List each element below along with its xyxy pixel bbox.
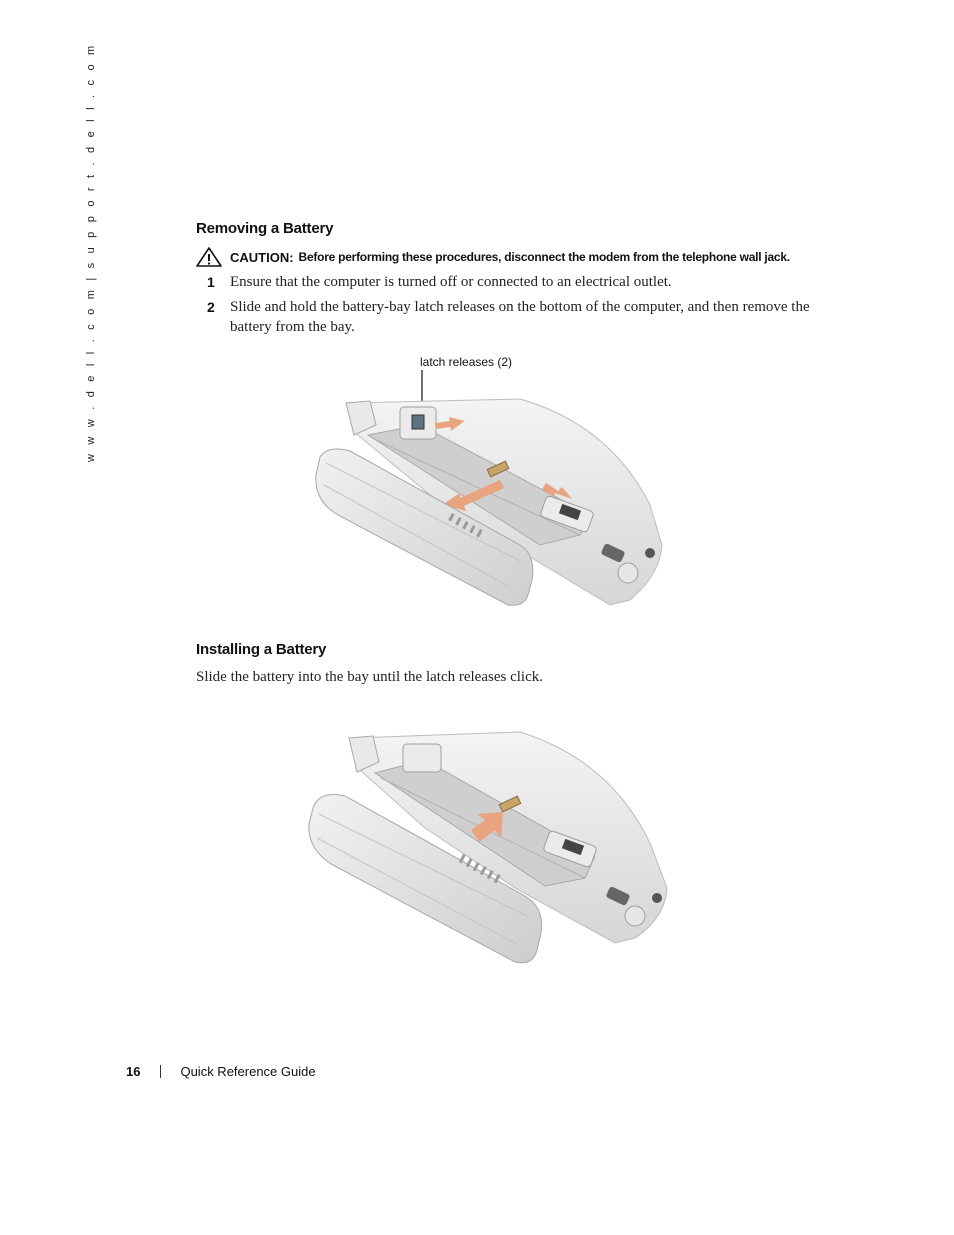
- battery-removal-illustration: [310, 395, 690, 610]
- caution-text: Before performing these procedures, disconnect the modem from the telephone wall jack.: [298, 250, 790, 264]
- footer-title: Quick Reference Guide: [180, 1063, 316, 1079]
- battery-installation-illustration: [305, 728, 690, 973]
- installing-battery-heading: Installing a Battery: [196, 641, 327, 658]
- figure-callout-label: latch releases (2): [420, 355, 513, 369]
- side-url: w w w . d e l l . c o m | s u p p o r t . d e l l . c o m: [85, 42, 97, 462]
- step-number: 1: [207, 274, 215, 290]
- caution-triangle-icon: [196, 247, 222, 267]
- caution-notice: [196, 247, 790, 267]
- installing-battery-text: Slide the battery into the bay until the latch releases click.: [196, 669, 543, 685]
- caution-label: CAUTION:: [230, 249, 294, 265]
- page-footer: [126, 1062, 316, 1080]
- page-number: 16: [126, 1063, 141, 1079]
- step-number: 2: [207, 299, 215, 315]
- step-2: [196, 297, 826, 337]
- step-1: [196, 272, 826, 292]
- footer-divider: [160, 1065, 161, 1078]
- step-text: Slide and hold the battery-bay latch releases on the bottom of the computer, and then remove the battery from the bay.: [230, 299, 810, 335]
- step-text: Ensure that the computer is turned off or connected to an electrical outlet.: [230, 274, 672, 290]
- removing-battery-heading: Removing a Battery: [196, 220, 334, 237]
